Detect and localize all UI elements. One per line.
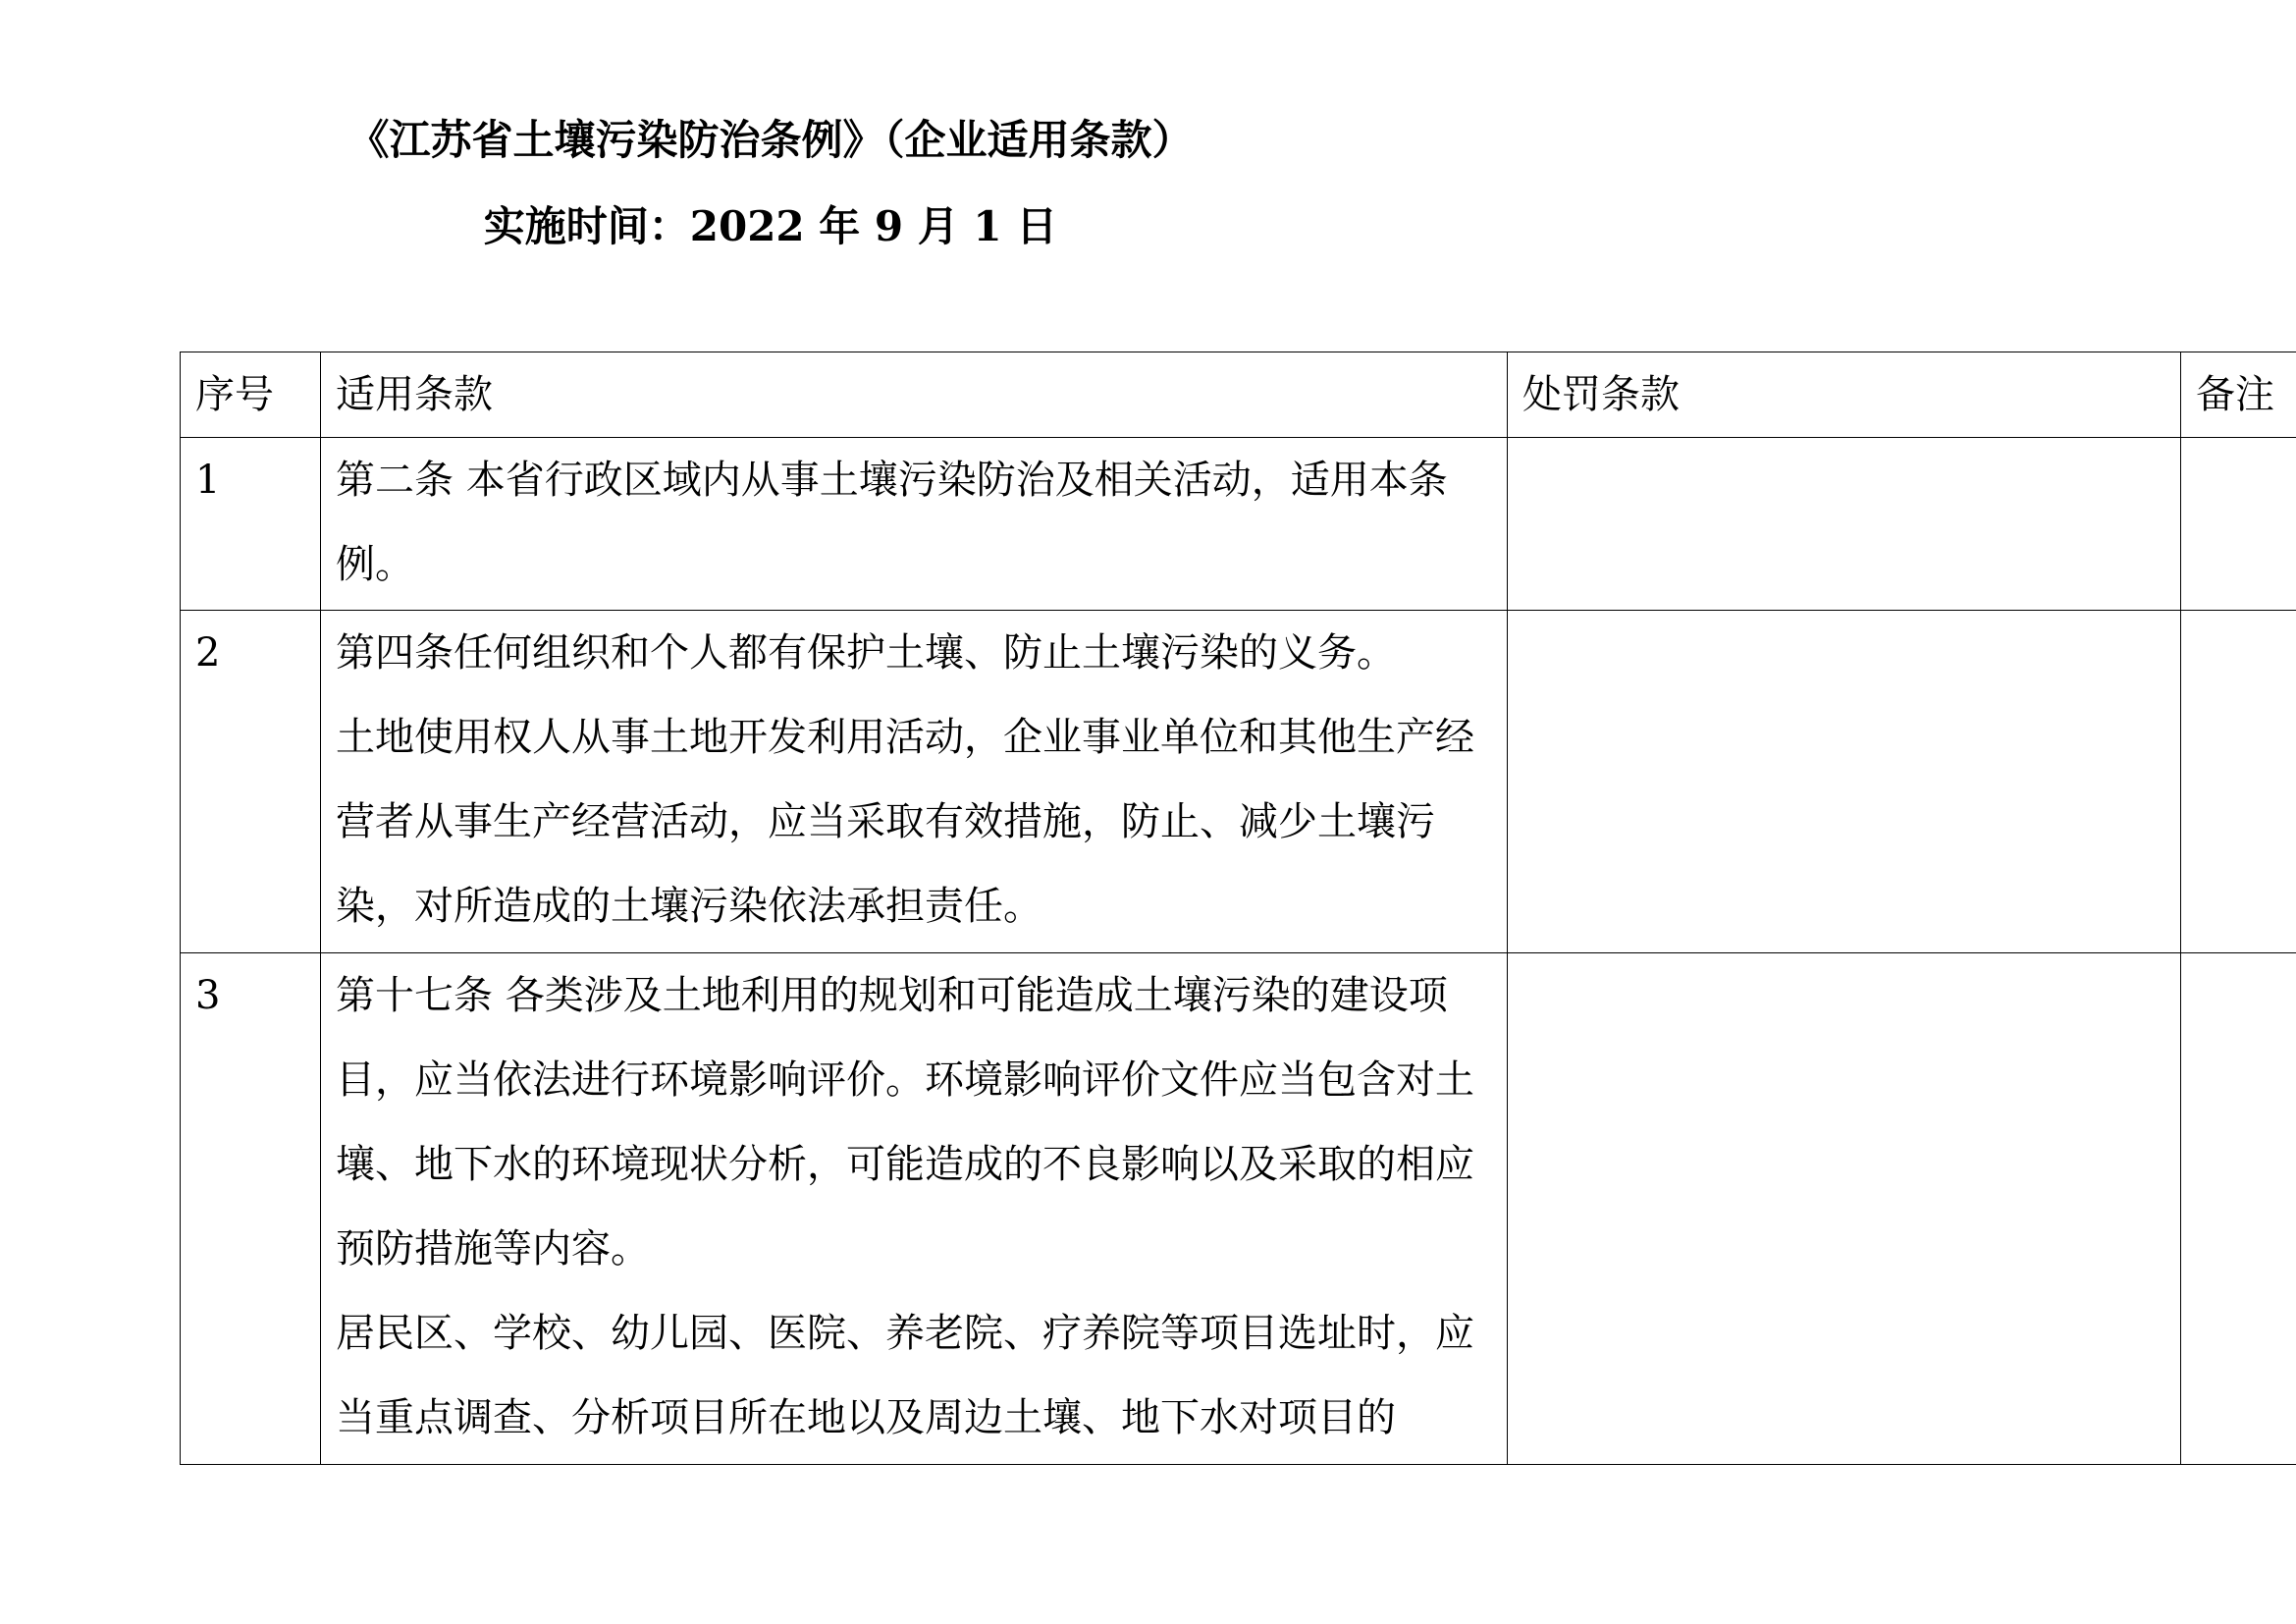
table-row (181, 438, 2296, 611)
row-seq: 3 (181, 953, 321, 1465)
header-remarks: 备注 (2181, 352, 2296, 438)
row-remarks (2181, 953, 2296, 1465)
row-applicable-clause: 第二条 本省行政区域内从事土壤污染防治及相关活动，适用本条例。 (321, 438, 1508, 611)
header-seq: 序号 (181, 352, 321, 438)
table-row (181, 953, 2296, 1465)
document-title: 《江苏省土壤污染防治条例》（企业适用条款） (347, 116, 1194, 164)
row-penalty-clause (1508, 953, 2181, 1465)
table-header-row (181, 352, 2296, 438)
clauses-table (180, 352, 2296, 1465)
row-remarks (2181, 611, 2296, 953)
header-penalty: 处罚条款 (1508, 352, 2181, 438)
header-applicable: 适用条款 (321, 352, 1508, 438)
row-applicable-clause: 第四条任何组织和个人都有保护土壤、防止土壤污染的义务。 土地使用权人从事土地开发利用活动，企业事业单位和其他生产经营者从事生产经营活动，应当采取有效措施，防止、减少土壤污染，对所造成的土壤污染依法承担责任。 (321, 611, 1508, 953)
row-penalty-clause (1508, 611, 2181, 953)
row-remarks (2181, 438, 2296, 611)
row-applicable-clause: 第十七条 各类涉及土地利用的规划和可能造成土壤污染的建设项目，应当依法进行环境影响评价。环境影响评价文件应当包含对土壤、地下水的环境现状分析，可能造成的不良影响以及采取的相应预防措施等内容。 居民区、学校、幼儿园、医院、养老院、疗养院等项目选址时，应当重点调查、分析项目所在地以及周边土壤、地下水对项目的 (321, 953, 1508, 1465)
row-seq: 1 (181, 438, 321, 611)
table-row (181, 611, 2296, 953)
row-penalty-clause (1508, 438, 2181, 611)
document-subtitle: 实施时间：2022 年 9 月 1 日 (483, 202, 1058, 250)
row-seq: 2 (181, 611, 321, 953)
